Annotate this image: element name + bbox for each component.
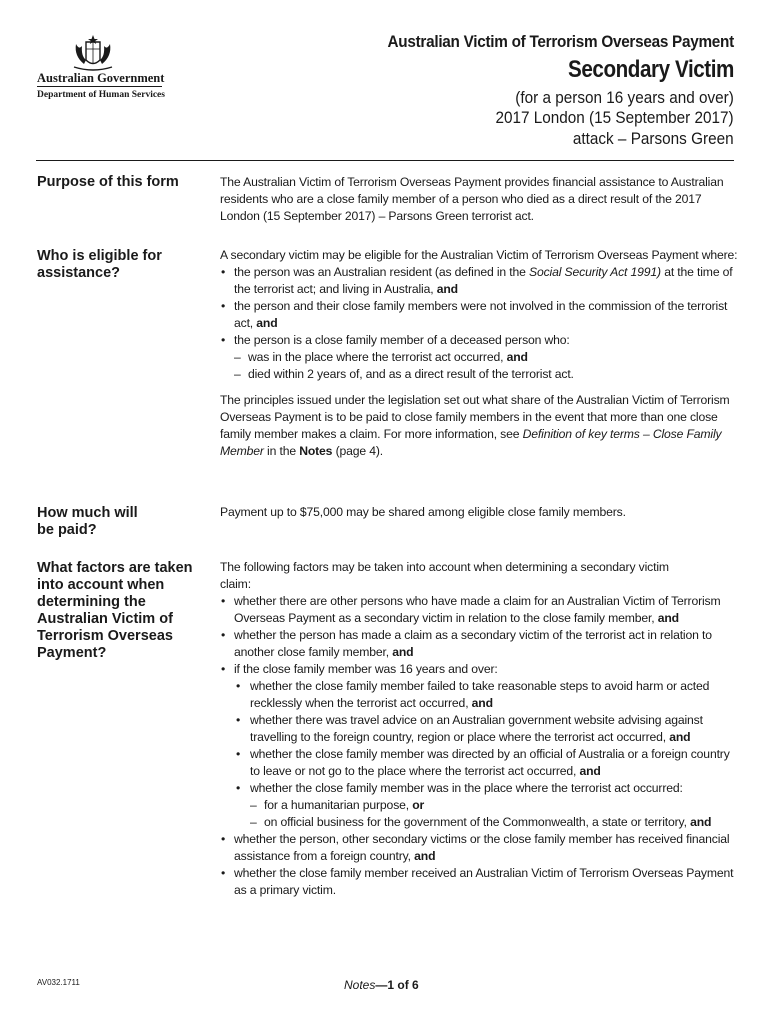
eligible-bullet-family-member: • the person is a close family member of a deceased person who: (220, 332, 740, 349)
header-divider (36, 160, 734, 161)
paid-section (220, 504, 740, 521)
commonwealth-coat-of-arms-icon (62, 34, 124, 74)
factor-primary-victim: • whether the close family member received an Australian Victim of Terrorism Overseas Payment as a primary victim. (220, 865, 740, 899)
eligible-bullet-resident: • the person was an Australian resident (as defined in the Social Security Act 1991) at the time of the terrorist act; and living in Australia, and (220, 264, 740, 298)
factor-age-16-over: • if the close family member was 16 years and over: (220, 661, 740, 678)
form-subtitle: Secondary Victim (568, 56, 734, 83)
factors-heading: What factors are taken into account when determining the Australian Victim of Terrorism Overseas Payment? (37, 560, 193, 661)
form-age-note: (for a person 16 years and over) (515, 88, 734, 107)
factors-section (220, 559, 740, 899)
form-event-line1: 2017 London (15 September 2017) (495, 108, 734, 127)
eligible-dash-died: – died within 2 years of, and as a direct result of the terrorist act. (220, 366, 740, 383)
eligible-bullet-not-involved: • the person and their close family members were not involved in the commission of the terrorist act, and (220, 298, 740, 332)
form-code: AV032.1711 (37, 978, 80, 987)
form-title: Australian Victim of Terrorism Overseas Payment (387, 32, 734, 51)
purpose-section (220, 174, 740, 225)
paid-heading: How much will be paid? (37, 505, 138, 538)
purpose-text: The Australian Victim of Terrorism Overseas Payment provides financial assistance to Australian residents who are a close family member of a person who died as a direct result of the 2017 London (15 September 2017) – Parsons Green terrorist act. (220, 175, 724, 223)
purpose-heading: Purpose of this form (37, 174, 179, 190)
factor-previous-claim: • whether the person has made a claim as a secondary victim of the terrorist act in relation to another close family member, and (220, 627, 740, 661)
factor-travel-advice: • whether there was travel advice on an Australian government website advising against travelling to the foreign country, region or place where the terrorist act occurred, and (220, 712, 740, 746)
factor-foreign-assistance: • whether the person, other secondary victims or the close family member has received financial assistance from a foreign country, and (220, 831, 740, 865)
eligible-section (220, 247, 740, 460)
logo-divider (37, 86, 162, 87)
paid-text: Payment up to $75,000 may be shared among eligible close family members. (220, 505, 626, 519)
eligible-intro: A secondary victim may be eligible for the Australian Victim of Terrorism Overseas Payment where: (220, 248, 738, 262)
government-name: Australian Government (37, 71, 165, 85)
factor-other-claims: • whether there are other persons who have made a claim for an Australian Victim of Terrorism Overseas Payment as a secondary victim in relation to the close family member, and (220, 593, 740, 627)
form-event-line2: attack – Parsons Green (573, 129, 734, 148)
eligible-principles: The principles issued under the legislation set out what share of the Australian Victim of Terrorism Overseas Payment is to be paid to close family members in the event that more than one close family member makes a claim. For more information, see Definition of key terms – Close Family Member in the Notes (page 4). (220, 393, 730, 458)
page-indicator: Notes—1 of 6 (344, 978, 419, 992)
eligible-dash-place: – was in the place where the terrorist act occurred, and (220, 349, 740, 366)
eligible-heading: Who is eligible for assistance? (37, 248, 162, 281)
factor-official-business: – on official business for the government of the Commonwealth, a state or territory, and (220, 814, 740, 831)
factor-directed-by-official: • whether the close family member was directed by an official of Australia or a foreign country to leave or not go to the place where the terrorist act occurred, and (220, 746, 740, 780)
factors-intro: The following factors may be taken into account when determining a secondary victim claim: (220, 560, 669, 591)
factor-reasonable-steps: • whether the close family member failed to take reasonable steps to avoid harm or acted recklessly when the terrorist act occurred, and (220, 678, 740, 712)
department-name: Department of Human Services (37, 90, 165, 100)
factor-humanitarian: – for a humanitarian purpose, or (220, 797, 740, 814)
factor-in-place: • whether the close family member was in the place where the terrorist act occurred: (220, 780, 740, 797)
